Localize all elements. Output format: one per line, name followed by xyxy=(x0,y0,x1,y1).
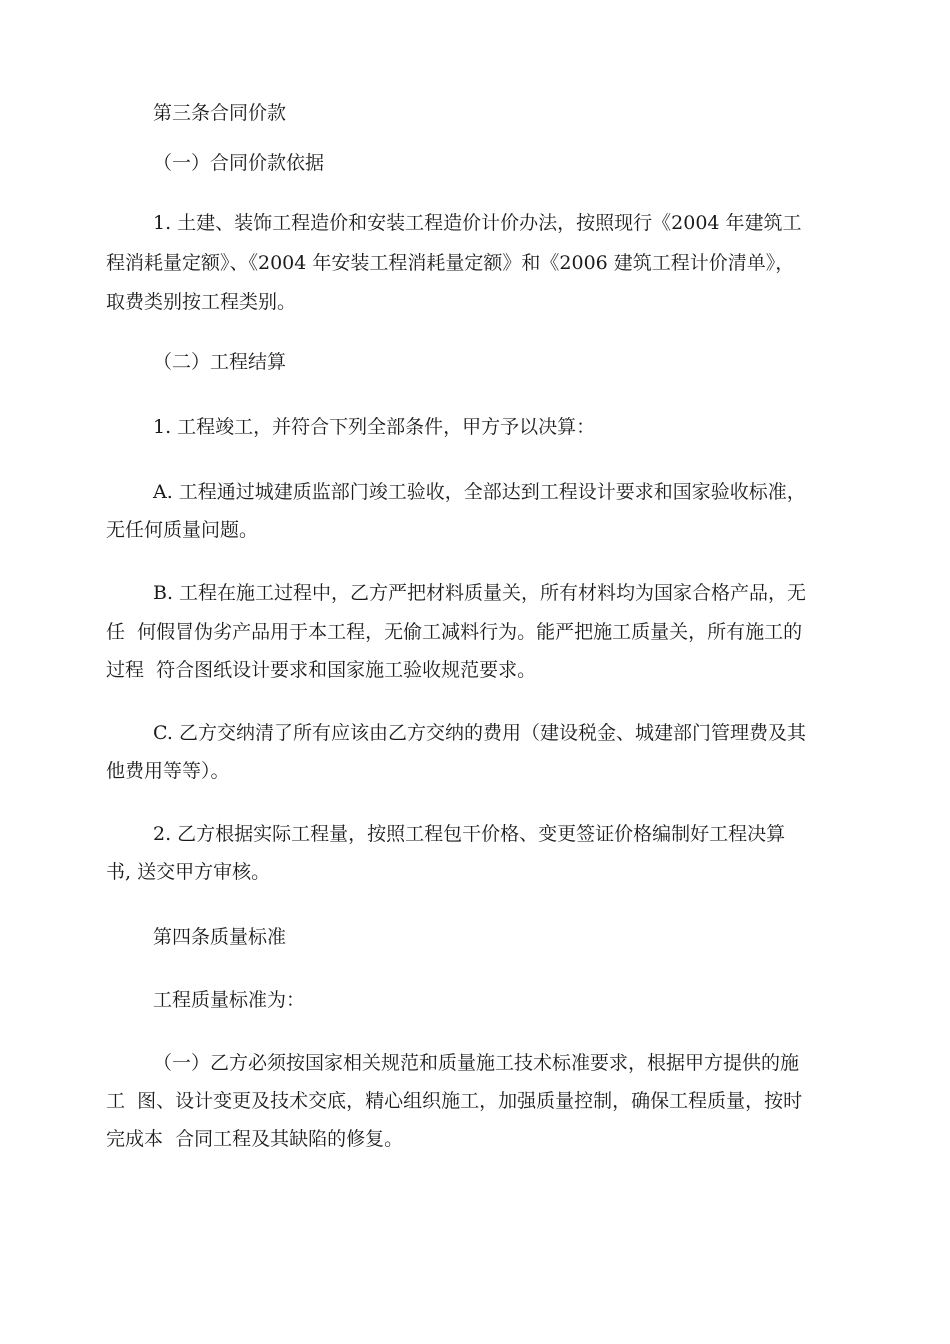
paragraph-line: 书, 送交甲方审核。 xyxy=(106,861,271,883)
paragraph-line: 取费类别按工程类别。 xyxy=(106,291,297,313)
paragraph-line: B. 工程在施工过程中，乙方严把材料质量关，所有材料均为国家合格产品，无 xyxy=(153,582,807,604)
section-3-title: 第三条合同价款 xyxy=(153,102,287,124)
subsection-1-title: （一）合同价款依据 xyxy=(153,152,325,174)
paragraph-line: （一）乙方必须按国家相关规范和质量施工技术标准要求，根据甲方提供的施 xyxy=(153,1052,800,1074)
paragraph-line: 无任何质量问题。 xyxy=(106,519,259,541)
paragraph-line: 任 何假冒伪劣产品用于本工程，无偷工减料行为。能严把施工质量关，所有施工的 xyxy=(106,621,803,643)
subsection-2-title: （二）工程结算 xyxy=(153,351,287,373)
paragraph-line: 1. 工程竣工，并符合下列全部条件，甲方予以决算： xyxy=(153,416,596,438)
paragraph-line: 过程 符合图纸设计要求和国家施工验收规范要求。 xyxy=(106,659,537,681)
paragraph-line: 工 图、设计变更及技术交底，精心组织施工，加强质量控制，确保工程质量，按时 xyxy=(106,1090,803,1112)
paragraph-line: 完成本 合同工程及其缺陷的修复。 xyxy=(106,1128,404,1150)
paragraph-line: 工程质量标准为： xyxy=(153,989,306,1011)
paragraph-line: 2. 乙方根据实际工程量，按照工程包干价格、变更签证价格编制好工程决算 xyxy=(153,823,786,845)
section-4-title: 第四条质量标准 xyxy=(153,926,287,948)
paragraph-line: 1. 土建、装饰工程造价和安装工程造价计价办法，按照现行《2004 年建筑工 xyxy=(153,212,802,234)
paragraph-line: 他费用等等）。 xyxy=(106,760,230,782)
paragraph-line: 程消耗量定额》、《2004 年安装工程消耗量定额》和《2006 建筑工程计价清单》， xyxy=(106,252,795,274)
paragraph-line: C. 乙方交纳清了所有应该由乙方交纳的费用（建设税金、城建部门管理费及其 xyxy=(153,722,806,744)
paragraph-line: A. 工程通过城建质监部门竣工验收，全部达到工程设计要求和国家验收标准， xyxy=(153,481,806,503)
